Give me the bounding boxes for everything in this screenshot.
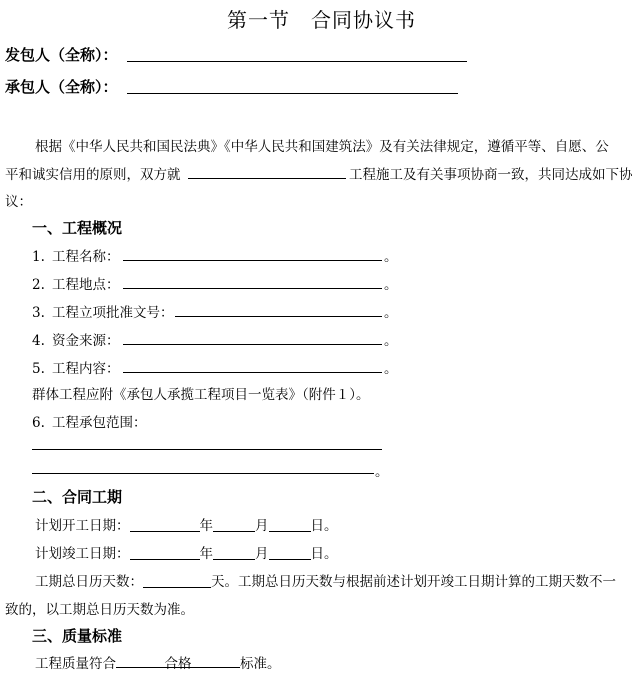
planned-end-label: 计划竣工日期： xyxy=(35,546,130,562)
item-label: 工程立项批准文号： xyxy=(52,305,174,321)
item-end-mark: 。 xyxy=(384,277,398,293)
contractor-name-field[interactable] xyxy=(127,93,458,94)
item-end-mark: 。 xyxy=(384,333,398,349)
scope-end-mark: 。 xyxy=(375,464,389,480)
intro-line-2-suffix: 工程施工及有关事项协商一致，共同达成如下协 xyxy=(349,167,633,183)
end-month-field[interactable] xyxy=(213,544,255,560)
intro-line-1: 根据《中华人民共和国民法典》《中华人民共和国建筑法》及有关法律规定，遵循平等、自愿、公 xyxy=(35,139,609,155)
day-label: 日。 xyxy=(310,546,338,562)
employer-name-field[interactable] xyxy=(127,61,467,62)
project-location-field[interactable] xyxy=(123,288,382,289)
planned-end-row xyxy=(35,542,338,562)
item-end-mark: 。 xyxy=(384,361,398,377)
item-number: 2. xyxy=(32,277,45,293)
total-days-label: 工期总日历天数： xyxy=(35,574,143,590)
item-approval-number xyxy=(32,301,174,321)
start-day-field[interactable] xyxy=(269,516,311,532)
project-name-field[interactable] xyxy=(123,260,382,261)
group-project-note: 群体工程应附《承包人承揽工程项目一览表》（附件１）。 xyxy=(32,387,370,403)
start-month-field[interactable] xyxy=(213,516,255,532)
item-number: 4. xyxy=(32,333,45,349)
item-end-mark: 。 xyxy=(384,305,398,321)
section-3-heading: 三、质量标准 xyxy=(32,627,123,645)
end-year-field[interactable] xyxy=(130,544,200,560)
quality-row xyxy=(35,652,281,672)
intro-line-2-prefix: 平和诚实信用的原则，双方就 xyxy=(5,167,181,183)
total-days-row xyxy=(35,570,616,590)
item-funding-source xyxy=(32,329,120,349)
project-name-blank[interactable] xyxy=(188,178,346,179)
total-days-line-2: 致的，以工期总日历天数为准。 xyxy=(5,602,194,618)
month-label: 月 xyxy=(255,546,269,562)
year-label: 年 xyxy=(199,546,213,562)
contract-scope-field-1[interactable] xyxy=(32,449,382,450)
employer-label: 发包人（全称）： xyxy=(5,46,118,64)
month-label: 月 xyxy=(255,518,269,534)
intro-line-3: 议： xyxy=(5,194,32,210)
item-number: 1. xyxy=(32,249,45,265)
section-1-heading: 一、工程概况 xyxy=(32,219,123,237)
item-number: 6. xyxy=(32,415,45,431)
funding-source-field[interactable] xyxy=(123,344,382,345)
quality-standard-field[interactable]: 合格 xyxy=(116,652,240,668)
planned-start-row xyxy=(35,514,338,534)
project-content-field[interactable] xyxy=(123,372,382,373)
item-project-content xyxy=(32,357,120,377)
item-label: 工程承包范围： xyxy=(52,415,147,431)
item-project-location xyxy=(32,273,120,293)
total-days-suffix: 天。工期总日历天数与根据前述计划开竣工日期计算的工期天数不一 xyxy=(211,574,616,590)
item-end-mark: 。 xyxy=(384,249,398,265)
item-label: 工程内容： xyxy=(52,361,120,377)
year-label: 年 xyxy=(199,518,213,534)
planned-start-label: 计划开工日期： xyxy=(35,518,130,534)
day-label: 日。 xyxy=(310,518,338,534)
quality-prefix: 工程质量符合 xyxy=(35,656,116,672)
page-title: 第一节 合同协议书 xyxy=(227,8,416,32)
total-days-field[interactable] xyxy=(143,572,211,588)
item-number: 5. xyxy=(32,361,45,377)
item-project-name xyxy=(32,245,120,265)
approval-number-field[interactable] xyxy=(175,316,382,317)
item-contract-scope xyxy=(32,411,147,431)
item-label: 工程名称： xyxy=(52,249,120,265)
end-day-field[interactable] xyxy=(269,544,311,560)
start-year-field[interactable] xyxy=(130,516,200,532)
quality-suffix: 标准。 xyxy=(240,656,281,672)
item-label: 工程地点： xyxy=(52,277,120,293)
section-2-heading: 二、合同工期 xyxy=(32,488,123,506)
contract-scope-field-2[interactable] xyxy=(32,473,374,474)
item-number: 3. xyxy=(32,305,45,321)
item-label: 资金来源： xyxy=(52,333,120,349)
contractor-label: 承包人（全称）： xyxy=(5,78,118,96)
